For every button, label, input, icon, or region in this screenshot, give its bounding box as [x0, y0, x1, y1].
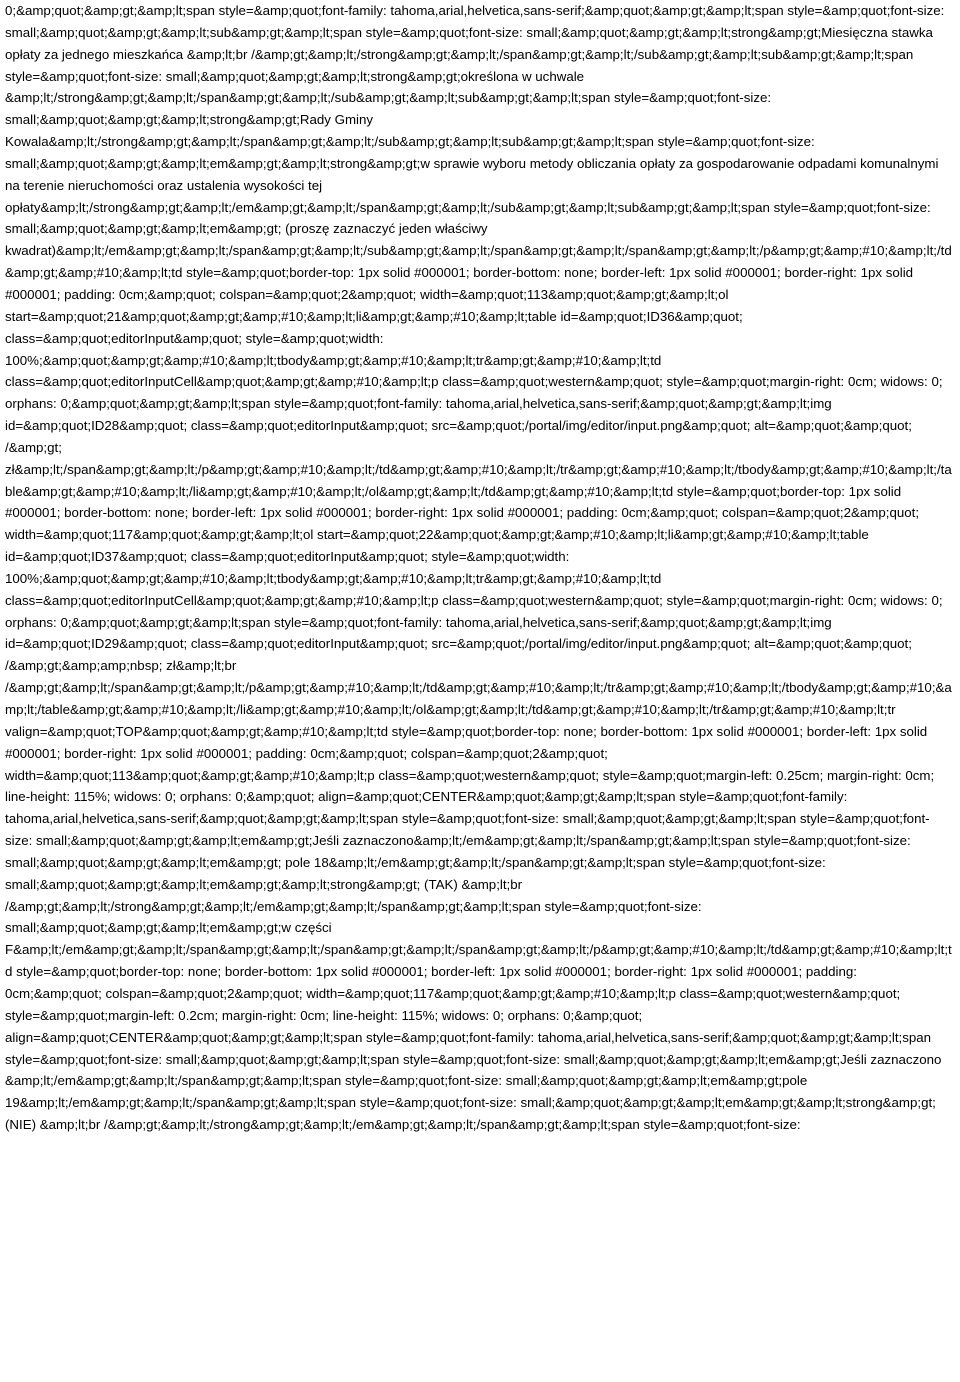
escaped-html-source-text: 0;&amp;quot;&amp;gt;&amp;lt;span style=&amp;quot;font-family: tahoma,arial,helvetica,sans-serif;&amp;quot;&amp;gt;&amp;lt;span style=&amp;quot;font-size: small;&amp;quot;&amp;gt;&amp;lt;sub&amp;gt;&amp;lt;span style=&amp;quot;font-size: small;&amp;quot;&amp;gt;&amp;lt;strong&amp;gt;Miesięczna stawka opłaty za jednego mieszkańca &amp;lt;br /&amp;gt;&amp;lt;/strong&amp;gt;&amp;lt;/span&amp;gt;&amp;lt;/sub&amp;gt;&amp;lt;sub&amp;gt;&amp;lt;span style=&amp;quot;font-size: small;&amp;quot;&amp;gt;&amp;lt;strong&amp;gt;określona w uchwale &amp;lt;/strong&amp;gt;&amp;lt;/span&amp;gt;&amp;lt;/sub&amp;gt;&amp;lt;sub&amp;gt;&amp;lt;span style=&amp;quot;font-size: small;&amp;quot;&amp;gt;&amp;lt;strong&amp;gt;Rady Gminy Kowala&amp;lt;/strong&amp;gt;&amp;lt;/span&amp;gt;&amp;lt;/sub&amp;gt;&amp;lt;sub&amp;gt;&amp;lt;span style=&amp;quot;font-size: small;&amp;quot;&amp;gt;&amp;lt;em&amp;gt;&amp;lt;strong&amp;gt;w sprawie wyboru metody obliczania opłaty za gospodarowanie odpadami komunalnymi na terenie nieruchomości oraz ustalenia wysokości tej opłaty&amp;lt;/strong&amp;gt;&amp;lt;/em&amp;gt;&amp;lt;/span&amp;gt;&amp;lt;/sub&amp;gt;&amp;lt;sub&amp;gt;&amp;lt;span style=&amp;quot;font-size: small;&amp;quot;&amp;gt;&amp;lt;em&amp;gt; (proszę zaznaczyć jeden właściwy kwadrat)&amp;lt;/em&amp;gt;&amp;lt;/span&amp;gt;&amp;lt;/sub&amp;gt;&amp;lt;/span&amp;gt;&amp;lt;/span&amp;gt;&amp;lt;/p&amp;gt;&amp;#10;&amp;lt;/td&amp;gt;&amp;#10;&amp;lt;td style=&amp;quot;border-top: 1px solid #000001; border-bottom: none; border-left: 1px solid #000001; border-right: 1px solid #000001; padding: 0cm;&amp;quot; colspan=&amp;quot;2&amp;quot; width=&amp;quot;113&amp;quot;&amp;gt;&amp;lt;ol start=&amp;quot;21&amp;quot;&amp;gt;&amp;#10;&amp;lt;li&amp;gt;&amp;#10;&amp;lt;table id=&amp;quot;ID36&amp;quot; class=&amp;quot;editorInput&amp;quot; style=&amp;quot;width: 100%;&amp;quot;&amp;gt;&amp;#10;&amp;lt;tbody&amp;gt;&amp;#10;&amp;lt;tr&amp;gt;&amp;#10;&amp;lt;td class=&amp;quot;editorInputCell&amp;quot;&amp;gt;&amp;#10;&amp;lt;p class=&amp;quot;western&amp;quot; style=&amp;quot;margin-right: 0cm; widows: 0; orphans: 0;&amp;quot;&amp;gt;&amp;lt;span style=&amp;quot;font-family: tahoma,arial,helvetica,sans-serif;&amp;quot;&amp;gt;&amp;lt;img id=&amp;quot;ID28&amp;quot; class=&amp;quot;editorInput&amp;quot; src=&amp;quot;/portal/img/editor/input.png&amp;quot; alt=&amp;quot;&amp;quot; /&amp;gt; zł&amp;lt;/span&amp;gt;&amp;lt;/p&amp;gt;&amp;#10;&amp;lt;/td&amp;gt;&amp;#10;&amp;lt;/tr&amp;gt;&amp;#10;&amp;lt;/tbody&amp;gt;&amp;#10;&amp;lt;/table&amp;gt;&amp;#10;&amp;lt;/li&amp;gt;&amp;#10;&amp;lt;/ol&amp;gt;&amp;lt;/td&amp;gt;&amp;#10;&amp;lt;td style=&amp;quot;border-top: 1px solid #000001; border-bottom: none; border-left: 1px solid #000001; border-right: 1px solid #000001; padding: 0cm;&amp;quot; colspan=&amp;quot;2&amp;quot; width=&amp;quot;117&amp;quot;&amp;gt;&amp;lt;ol start=&amp;quot;22&amp;quot;&amp;gt;&amp;#10;&amp;lt;li&amp;gt;&amp;#10;&amp;lt;table id=&amp;quot;ID37&amp;quot; class=&amp;quot;editorInput&amp;quot; style=&amp;quot;width: 100%;&amp;quot;&amp;gt;&amp;#10;&amp;lt;tbody&amp;gt;&amp;#10;&amp;lt;tr&amp;gt;&amp;#10;&amp;lt;td class=&amp;quot;editorInputCell&amp;quot;&amp;gt;&amp;#10;&amp;lt;p class=&amp;quot;western&amp;quot; style=&amp;quot;margin-right: 0cm; widows: 0; orphans: 0;&amp;quot;&amp;gt;&amp;lt;span style=&amp;quot;font-family: tahoma,arial,helvetica,sans-serif;&amp;quot;&amp;gt;&amp;lt;img id=&amp;quot;ID29&amp;quot; class=&amp;quot;editorInput&amp;quot; src=&amp;quot;/portal/img/editor/input.png&amp;quot; alt=&amp;quot;&amp;quot; /&amp;gt;&amp;amp;nbsp; zł&amp;lt;br /&amp;gt;&amp;lt;/span&amp;gt;&amp;lt;/p&amp;gt;&amp;#10;&amp;lt;/td&amp;gt;&amp;#10;&amp;lt;/tr&amp;gt;&amp;#10;&amp;lt;/tbody&amp;gt;&amp;#10;&amp;lt;/table&amp;gt;&amp;#10;&amp;lt;/li&amp;gt;&amp;#10;&amp;lt;/ol&amp;gt;&amp;lt;/td&amp;gt;&amp;#10;&amp;lt;/tr&amp;gt;&amp;#10;&amp;lt;tr valign=&amp;quot;TOP&amp;quot;&amp;gt;&amp;#10;&amp;lt;td style=&amp;quot;border-top: none; border-bottom: 1px solid #000001; border-left: 1px solid #000001; border-right: 1px solid #000001; padding: 0cm;&amp;quot; colspan=&amp;quot;2&amp;quot; width=&amp;quot;113&amp;quot;&amp;gt;&amp;#10;&amp;lt;p class=&amp;quot;western&amp;quot; style=&amp;quot;margin-left: 0.25cm; margin-right: 0cm; line-height: 115%; widows: 0; orphans: 0;&amp;quot; align=&amp;quot;CENTER&amp;quot;&amp;gt;&amp;lt;span style=&amp;quot;font-family: tahoma,arial,helvetica,sans-serif;&amp;quot;&amp;gt;&amp;lt;span style=&amp;quot;font-size: small;&amp;quot;&amp;gt;&amp;lt;span style=&amp;quot;font-size: small;&amp;quot;&amp;gt;&amp;lt;em&amp;gt;Jeśli zaznaczono&amp;lt;/em&amp;gt;&amp;lt;/span&amp;gt;&amp;lt;span style=&amp;quot;font-size: small;&amp;quot;&amp;gt;&amp;lt;em&amp;gt; pole 18&amp;lt;/em&amp;gt;&amp;lt;/span&amp;gt;&amp;lt;span style=&amp;quot;font-size: small;&amp;quot;&amp;gt;&amp;lt;em&amp;gt;&amp;lt;strong&amp;gt; (TAK) &amp;lt;br /&amp;gt;&amp;lt;/strong&amp;gt;&amp;lt;/em&amp;gt;&amp;lt;/span&amp;gt;&amp;lt;span style=&amp;quot;font-size: small;&amp;quot;&amp;gt;&amp;lt;em&amp;gt;w części F&amp;lt;/em&amp;gt;&amp;lt;/span&amp;gt;&amp;lt;/span&amp;gt;&amp;lt;/span&amp;gt;&amp;lt;/p&amp;gt;&amp;#10;&amp;lt;/td&amp;gt;&amp;#10;&amp;lt;td style=&amp;quot;border-top: none; border-bottom: 1px solid #000001; border-left: 1px solid #000001; border-right: 1px solid #000001; padding: 0cm;&amp;quot; colspan=&amp;quot;2&amp;quot; width=&amp;quot;117&amp;quot;&amp;gt;&amp;#10;&amp;lt;p class=&amp;quot;western&amp;quot; style=&amp;quot;margin-left: 0.2cm; margin-right: 0cm; line-height: 115%; widows: 0; orphans: 0;&amp;quot; align=&amp;quot;CENTER&amp;quot;&amp;gt;&amp;lt;span style=&amp;quot;font-family: tahoma,arial,helvetica,sans-serif;&amp;quot;&amp;gt;&amp;lt;span style=&amp;quot;font-size: small;&amp;quot;&amp;gt;&amp;lt;span style=&amp;quot;font-size: small;&amp;quot;&amp;gt;&amp;lt;em&amp;gt;Jeśli zaznaczono &amp;lt;/em&amp;gt;&amp;lt;/span&amp;gt;&amp;lt;span style=&amp;quot;font-size: small;&amp;quot;&amp;gt;&amp;lt;em&amp;gt;pole 19&amp;lt;/em&amp;gt;&amp;lt;/span&amp;gt;&amp;lt;span style=&amp;quot;font-size: small;&amp;quot;&amp;gt;&amp;lt;em&amp;gt;&amp;lt;strong&amp;gt; (NIE) &amp;lt;br /&amp;gt;&amp;lt;/strong&amp;gt;&amp;lt;/em&amp;gt;&amp;lt;/span&amp;gt;&amp;lt;span style=&amp;quot;font-size:	[5, 3, 952, 1133]
